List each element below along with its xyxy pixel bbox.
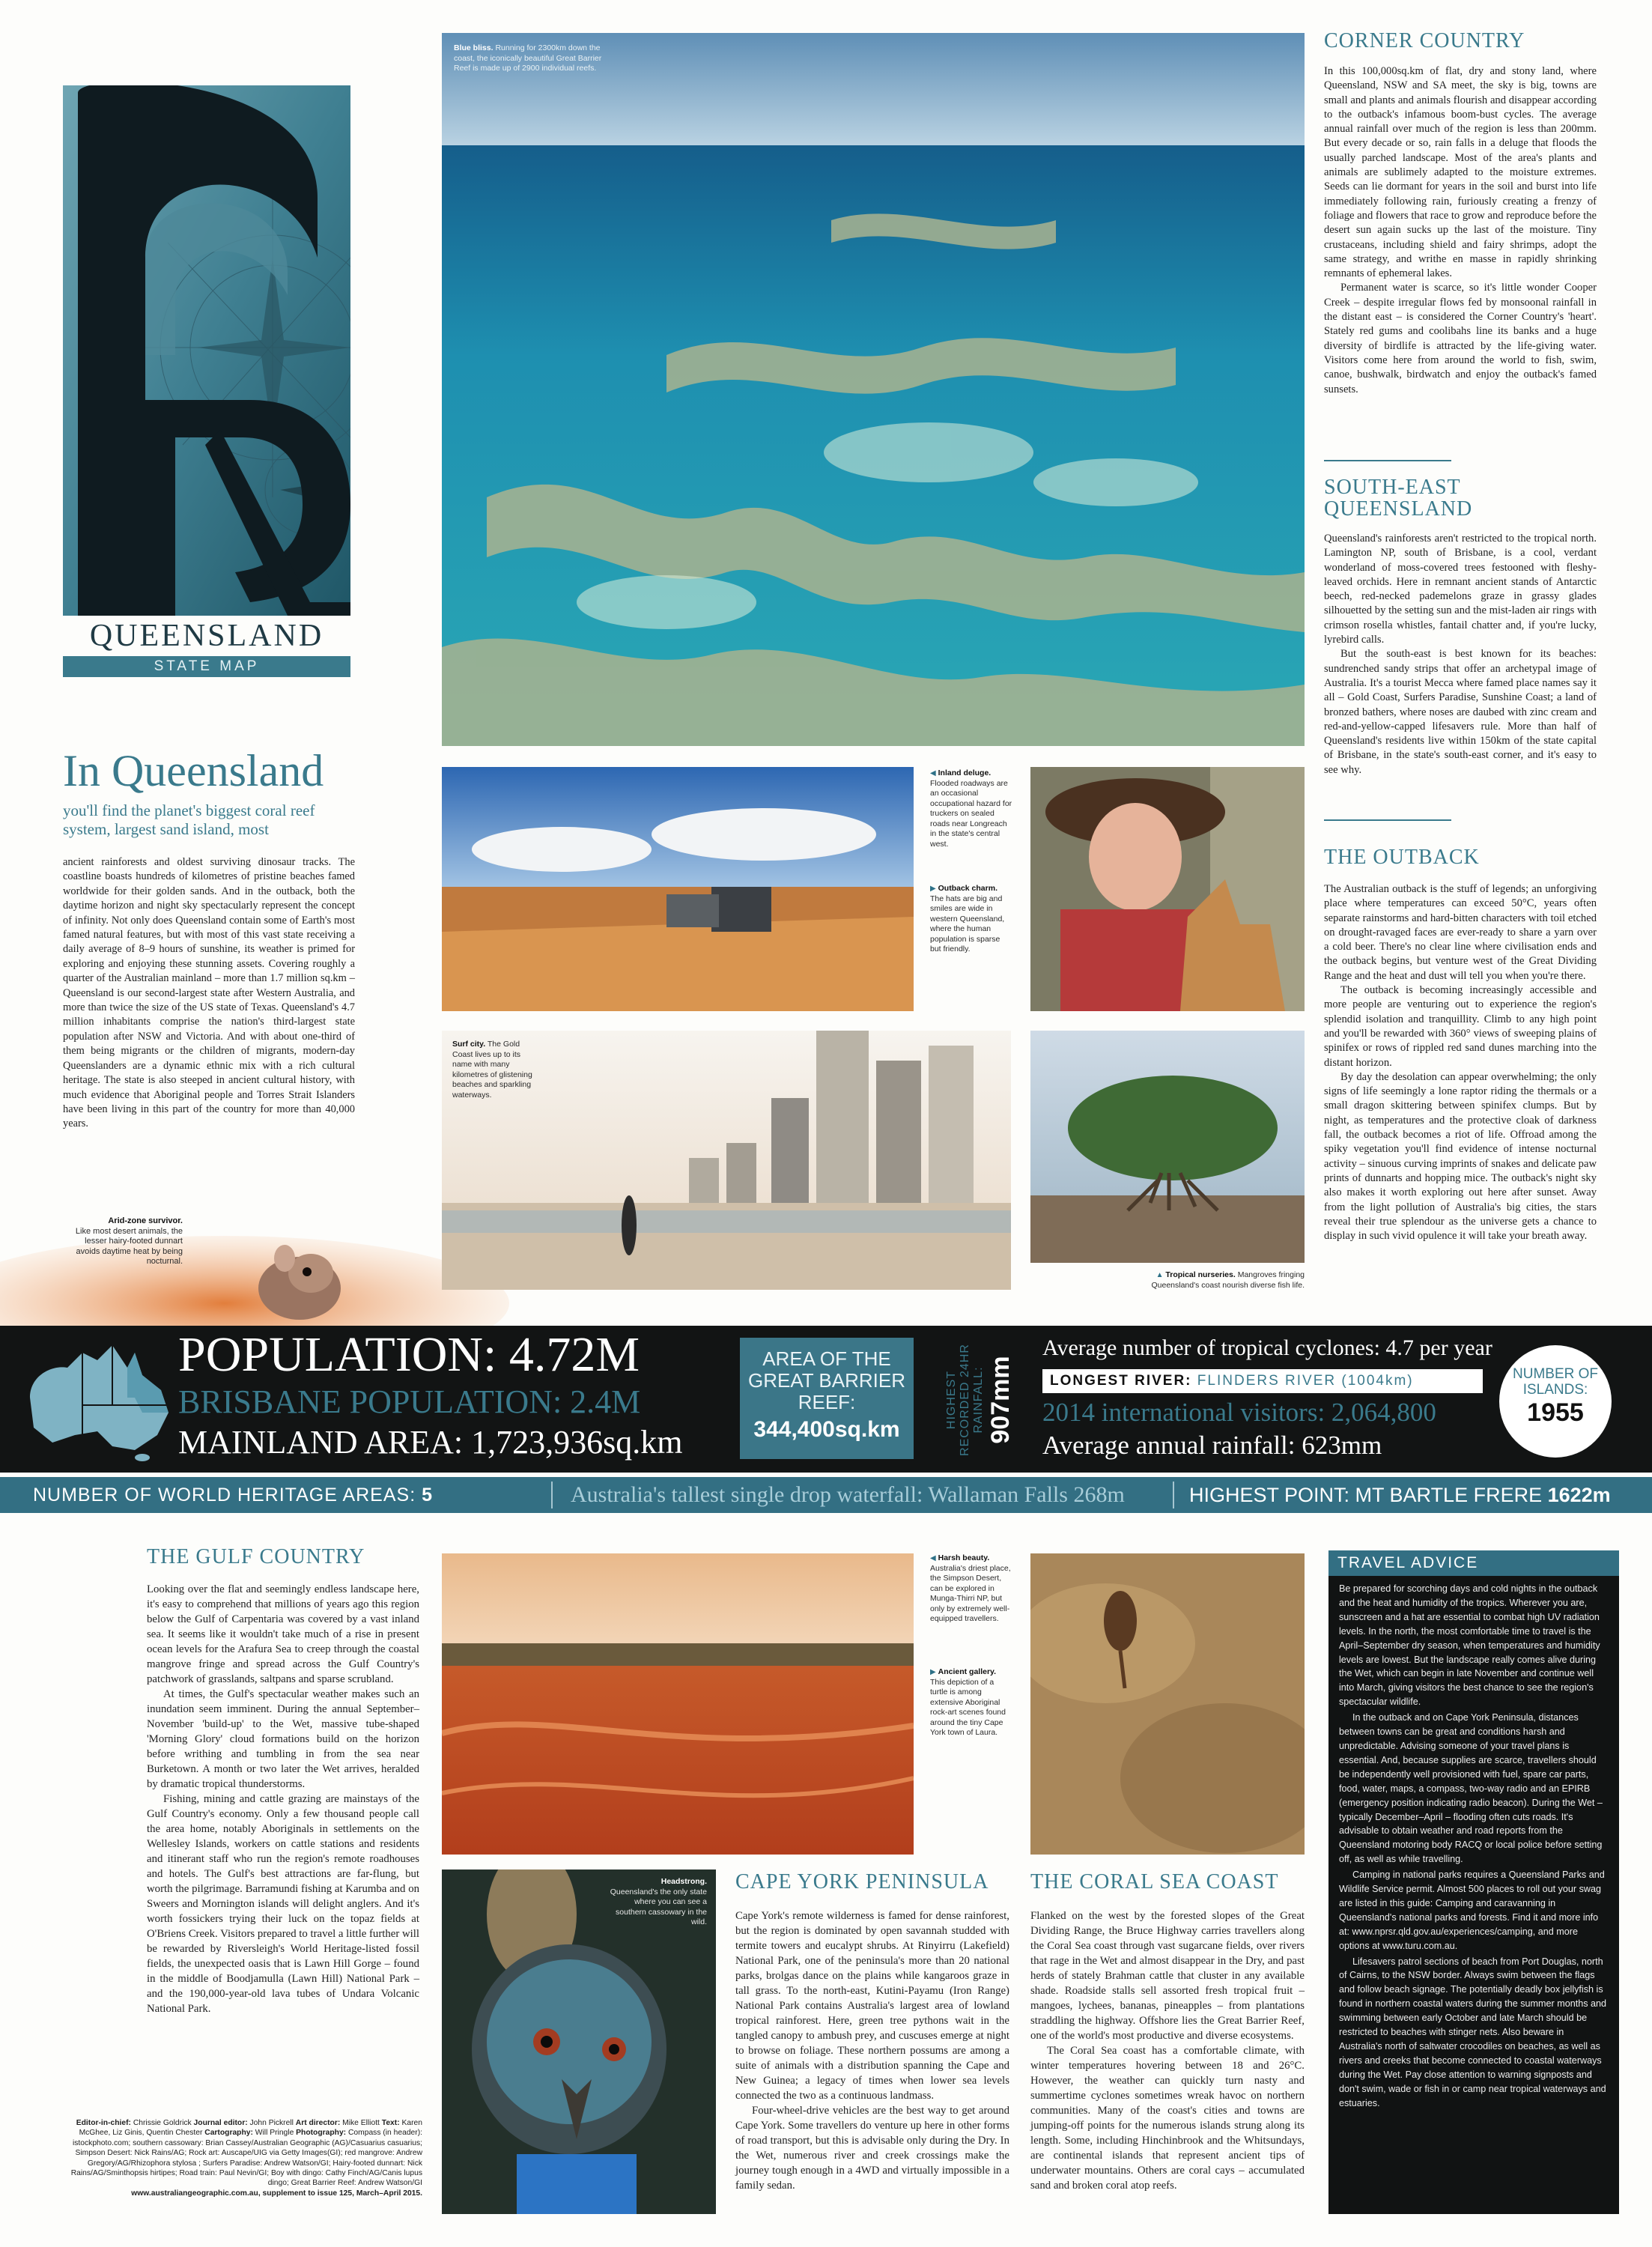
population-stat: POPULATION: 4.72M — [178, 1327, 640, 1382]
credit-text-6: Compass (in header): istockphoto.com; southern cassowary: Brian Cassey/Australian Geographic (AG)/Casuarius casuarius; Simpson Desert: Nick Rains/AG; Rock art: Auscape/UIG via Getty Images(GI); red mangrove: Andrew Gregory/AG/Rhizophora stylosa ; Surfers Paradise: Andrew Watson/GI; Hairy-footed dunnart: Nick Rains/AG/Sminthopsis hirtipes; Road train: Paul Nevin/GI; Boy with dingo: Cathy Finch/AG/Canis lupus dingo; Great Barrier Reef: Andrew Watson/GI — [70, 2129, 422, 2188]
travel-advice-body — [1328, 1576, 1619, 2111]
nurseries-caption-title: Tropical nurseries. — [1165, 1270, 1236, 1279]
heritage-value: 5 — [422, 1485, 434, 1505]
travel-advice-panel — [1328, 1550, 1619, 2214]
travel-advice-header — [1328, 1550, 1619, 1576]
outback-charm-caption-arrow-icon: ▶ — [930, 885, 936, 893]
title-graphic — [63, 85, 350, 616]
corner-country-body — [1324, 64, 1597, 397]
road-train-photo — [442, 767, 914, 1011]
state-map-bar — [63, 656, 350, 677]
outback-charm-caption-text: The hats are big and smiles are wide in western Queensland, where the human population is sparse but friendly. — [930, 894, 1005, 953]
deluge-caption-arrow-icon: ◀ — [930, 769, 936, 777]
south-east-heading: SOUTH-EAST QUEENSLAND — [1324, 476, 1473, 521]
credits — [63, 2118, 422, 2198]
credit-text-1: Chrissie Goldrick — [133, 2119, 192, 2127]
ancient-gallery-caption — [930, 1667, 1012, 1738]
heritage-fact — [33, 1482, 433, 1508]
reef-area-box — [740, 1338, 914, 1459]
dunnart-caption-title: Arid-zone survivor. — [108, 1216, 183, 1225]
coral-para-2: The Coral Sea coast has a comfortable climate, with winter temperatures hovering between 18 and 26°C. However, the weather can quickly turn nasty and summertime cyclones sometimes wreak havoc on northern communities. Many of the coast's cities and towns are jumping-off points for the numerous islands strung along its length. Some, including Hinchinbrook and the Whitsundays, are continental islands that represent ancient tips of underwater mountains. Others are coral cays – accumulated sand and broken coral atop reefs. — [1030, 2045, 1305, 2192]
south-east-body — [1324, 532, 1597, 777]
credit-label-4: Text: — [381, 2119, 400, 2127]
highest-point-fact — [1189, 1482, 1611, 1508]
travel-para-3: Camping in national parks requires a Queensland Parks and Wildlife Service permit. Almost 500 places to roll out your swag are listed in this guide: Camping and caravanning in Queensland's national parks and forests. Find it and more info at: www.nprsr.qld.gov.au/experiences/camping, and more options at www.turu.com.au. — [1339, 1870, 1605, 1951]
reef-caption-title: Blue bliss. — [454, 43, 494, 52]
nurseries-caption — [1128, 1270, 1305, 1291]
intro-standfirst: you'll find the planet's biggest coral reef system, largest sand island, most — [63, 801, 315, 838]
gulf-country-heading: THE GULF COUNTRY — [147, 1545, 365, 1568]
gulf-country-body — [147, 1582, 419, 2016]
credit-label-1: Editor-in-chief: — [76, 2119, 131, 2127]
highest-point-label: HIGHEST POINT: MT BARTLE FRERE — [1189, 1484, 1543, 1506]
nurseries-caption-arrow-icon: ▲ — [1156, 1271, 1164, 1279]
facts-divider-2 — [1173, 1482, 1174, 1508]
credit-text-3: Mike Elliott — [342, 2119, 380, 2127]
outback-para-2: The outback is becoming increasingly accessible and more people are venturing out to experience the region's splendid isolation and tranquillity. Climb to any high point and you'll be rewarded with 360° views of sweeping plains of spinifex or rows of rippled red sand dunes marching into the distant horizon. — [1324, 984, 1597, 1069]
nurseries-caption-text: Mangroves fringing Queensland's coast nourish diverse fish life. — [1151, 1270, 1305, 1290]
cyclones-stat: Average number of tropical cyclones: 4.7 per year — [1042, 1335, 1492, 1360]
credit-text-5: Will Pringle — [255, 2129, 294, 2138]
corner-country-heading: CORNER COUNTRY — [1324, 29, 1525, 52]
coral-sea-heading: THE CORAL SEA COAST — [1030, 1870, 1279, 1893]
travel-para-1: Be prepared for scorching days and cold nights in the outback and the heat and humidity of the tropics. Wherever you are, sunscreen and a hat are essential to combat high UV radiation levels. In the north, the most comfortable time to travel is the April–September dry season, when temperatures and humidity levels are lowest. But the landscape really comes alive during the Wet, which can begin in late November and continue well into March, giving visitors the best chance to see the region's spectacular wildlife. — [1339, 1583, 1600, 1708]
facts-divider-1 — [551, 1482, 553, 1508]
deluge-caption — [930, 768, 1012, 849]
ancient-gallery-caption-text: This depiction of a turtle is among extensive Aboriginal rock-art scenes found around the tiny Cape York town of Laura. — [930, 1677, 1006, 1737]
annual-rainfall-stat: Average annual rainfall: 623mm — [1042, 1431, 1382, 1460]
cape-para-2: Four-wheel-drive vehicles are the best way to get around Cape York. Some travellers do venture up here in other forms of road transport, but this is advisable only during the Dry. In the Wet, numerous river and creek crossings make the journey tough enough in a 4WD and virtually impossible in a family sedan. — [735, 2105, 1009, 2192]
state-map-label: STATE MAP — [154, 658, 260, 674]
islands-circle — [1499, 1345, 1612, 1458]
coral-sea-body — [1030, 1908, 1305, 2193]
reef-caption — [454, 43, 604, 74]
surf-caption-title: Surf city. — [452, 1040, 486, 1049]
great-barrier-reef-photo — [442, 33, 1305, 746]
ancient-gallery-caption-arrow-icon: ▶ — [930, 1668, 936, 1676]
headstrong-caption-text: Queensland's the only state where you can see a southern cassowary in the wild. — [610, 1887, 707, 1926]
headstrong-caption — [607, 1877, 707, 1928]
longest-river-value: FLINDERS RIVER (1004km) — [1197, 1373, 1414, 1389]
credit-label-2: Journal editor: — [193, 2119, 248, 2127]
rainfall-vertical — [945, 1338, 1020, 1462]
credit-label-5: Cartography: — [204, 2129, 253, 2138]
ancient-gallery-caption-title: Ancient gallery. — [938, 1667, 997, 1676]
deluge-caption-text: Flooded roadways are an occasional occupational hazard for truckers on sealed roads near Longreach in the state's central west. — [930, 778, 1012, 849]
harsh-beauty-caption-title: Harsh beauty. — [938, 1553, 990, 1562]
credits-footer: www.australiangeographic.com.au, supplement to issue 125, March–April 2015. — [131, 2189, 422, 2198]
south-east-para-2: But the south-east is best known for its beaches: sundrenched sandy strips that offer an archetypal image of Australia. It's a tourist Mecca where famed place names say it all – Gold Coast, Surfers Paradise, Sunshine Coast; a land of bronzed bathers, where noses are daubed with zinc cream and red-and-yellow-capped lifesavers rule. More than half of Queensland's residents live within 150km of the state capital of Brisbane, in the state's south-east corner, and it's easy to see why. — [1324, 648, 1597, 776]
gulf-para-1: Looking over the flat and seemingly endless landscape here, it's easy to comprehend that millions of years ago this region below the Gulf of Carpentaria was covered by a vast inland sea. It seems like it wouldn't take much of a rise in present ocean levels for the Arafura Sea to creep through the coastal mangrove fringe and spread across the Gulf Country's patchwork of grasslands, saltpans and sparse scrubland. — [147, 1583, 419, 1685]
rainfall-label: HIGHEST RECORDED 24HR RAINFALL: — [945, 1344, 985, 1456]
islands-label: NUMBER OF ISLANDS: — [1513, 1366, 1598, 1398]
travel-para-4: Lifesavers patrol sections of beach from Port Douglas, north of Cairns, to the NSW border. Always swim between the flags and follow beach signage. The potentially deadly box jellyfish is found in northern coastal waters during the summer months and swimming between early October and late March should be restricted to beaches with stinger nets. Also beware in Australia's north of saltwater crocodiles on beaches, as well as rivers and creeks that become connected to coastal waterways during the Wet. Pay close attention to warning signposts and don't swim, wade or fish in or camp near tropical waterways and estuaries. — [1339, 1956, 1607, 2108]
credit-label-3: Art director: — [295, 2119, 341, 2127]
reef-area-value: 344,400sq.km — [753, 1417, 900, 1442]
australia-map-icon — [22, 1338, 172, 1462]
heritage-label: NUMBER OF WORLD HERITAGE AREAS: — [33, 1485, 416, 1505]
outback-para-1: The Australian outback is the stuff of legends; an unforgiving place where temperatures can exceed 50°C, years often separate rainstorms and hard-bitten characters with toil etched on drought-ravaged faces are ever-ready to share a yarn over a cold beer. There's no clear line where civilisation ends and the outback begins, but venture west of the Great Dividing Range and the heat and dust will tell you when you're there. — [1324, 883, 1597, 982]
corner-country-para-2: Permanent water is scarce, so it's little wonder Cooper Creek – despite irregular flows fed by monsoonal rainfall in the distant east – is considered the Corner Country's 'heart'. Stately red gums and coolibahs line its banks and a huge diversity of birdlife is attracted by the life-giving water. Visitors come here from around the world to fish, swim, canoe, bushwalk, birdwatch and enjoy the outback's famed sunsets. — [1324, 282, 1597, 395]
corner-country-para-1: In this 100,000sq.km of flat, dry and stony land, where Queensland, NSW and SA meet, the sky is big, towns are small and plants and animals flourish and disappear according to the outback's infamous boom-bust cycles. The average annual rainfall over much of the region is less than 200mm. But every decade or so, rain falls in a deluge that floods the usually parched landscape. Most of the area's plants and animals are sublimely adapted to the moisture extremes. Seeds can lie dormant for years in the soil and burst into life immediately following rain, furiously creating a frenzy of foliage and flowers that race to grow and reproduce before the desert sun again sucks up the last of the moisture. Tiny crustaceans, including shield and fairy shrimps, adopt the same strategy, and writhe en masse in rapidly shrinking remnants of ephemeral lakes. — [1324, 65, 1597, 280]
south-east-rule — [1324, 819, 1451, 821]
gulf-para-3: Fishing, mining and cattle grazing are mainstays of the Gulf Country's economy. Only a few thousand people call the area home, notably Aboriginals in settlements on the Wellesley Islands, workers on cattle stations and residents and itinerant staff who run the region's remote roadhouses and hotels. The Gulf's best attractions are far-flung, but worth the pilgrimage. Barramundi fishing at Karumba and on Sweers and Mornington islands will delight anglers. And it's worth fossickers trying their luck on the topaz fields at O'Briens Creek. Visitors prepared to travel a little further will be rewarded by Riversleigh's World Heritage-listed fossil fields, the unexpected oasis that is Lawn Hill Gorge – found in the middle of Boodjamulla (Lawn Hill) National Park – and the 190,000-year-old lava tubes of Undara Volcanic National Park. — [147, 1793, 419, 2015]
cape-york-heading: CAPE YORK PENINSULA — [735, 1870, 989, 1893]
outback-para-3: By day the desolation can appear overwhelming; the only signs of life seemingly a lone raptor riding the thermals or a small dragon skittering between spinifex clumps. But by night, as temperatures and the protective cloak of darkness fall, the outback becomes a riot of life. Offroad among the spiky vegetation you'll find evidence of intense nocturnal activity – sinuous curving imprints of snakes and delicate paw prints of dunnarts and hopping mice. The outback's night sky also makes it worth exploring out here after sunset. Away from the light pollution of Australia's big cities, the stars reveal their true splendour as the universe gets a chance to display in such vivid opulence it will take your breath away. — [1324, 1070, 1597, 1243]
rock-art-photo — [1030, 1553, 1305, 1855]
intro-body: ancient rainforests and oldest surviving dinosaur tracks. The coastline boasts hundreds of kilometres of pristine beaches famed worldwide for their golden sands. And in the outback, both the daytime horizon and night sky spectacularly represent the concept of infinity. Not only does Queensland contain some of Earth's most famed natural features, but with most of this vast state receiving a daily average of 8–9 hours of sunshine, its weather is primed for exploring and enjoying these stunning assets. Covering roughly a quarter of the Australian mainland – more than 1.7 million sq.km – Queensland is our second-largest state after Western Australia, and more than twice the size of the US state of Texas. Queensland's 4.7 million inhabitants comprise the nation's third-largest state population after NSW and Victoria. And with about one-third of them being migrants or the children of migrants, modern-day Queenslanders are a dynamic ethnic mix with a rich cultural heritage. The state is also steeped in ancient cultural history, with much evidence that Aboriginal people and Torres Strait Islanders have been living in this part of the country for more than 40,000 years. — [63, 856, 355, 1130]
deluge-caption-title: Inland deluge. — [938, 768, 991, 777]
harsh-beauty-caption-arrow-icon: ◀ — [930, 1554, 936, 1562]
state-name: QUEENSLAND — [89, 619, 324, 653]
travel-para-2: In the outback and on Cape York Peninsula, distances between towns can be great and conditions harsh and unpredictable. Advising someone of your travel plans is essential. And, because supplies are scarce, travellers should be independently well provisioned with fuel, spare car parts, food, water, maps, a compass, two-way radio and an EPIRB (emergency position indicating radio beacon). During the Wet – typically December–April – flooding often cuts roads. It's advisable to obtain weather and road reports from the Queensland motoring body RACQ or local police before setting off, as well as while travelling. — [1339, 1712, 1603, 1865]
dunnart-caption — [63, 1216, 183, 1267]
headstrong-caption-title: Headstrong. — [661, 1877, 707, 1886]
reef-caption-text: Running for 2300km down the coast, the iconically beautiful Great Barrier Reef is made up of 2900 individual reefs. — [454, 43, 602, 73]
longest-river-box — [1042, 1369, 1483, 1393]
compass-icon — [63, 85, 350, 616]
south-east-para-1: Queensland's rainforests aren't restricted to the tropical north. Lamington NP, south of Brisbane, is a cool, verdant wonderland of moss-covered trees festooned with fleshy-leaved orchids. Here in remnant ancient stands of Antarctic beech, red-necked pademelons graze in grassy glades silhouetted by the setting sun and the mist-laden air rings with crimson rosella whistles, fantail chatter and, if you're lucky, lyrebird calls. — [1324, 533, 1597, 646]
credit-text-2: John Pickrell — [249, 2119, 294, 2127]
cape-york-body — [735, 1908, 1009, 2193]
surf-caption-text: The Gold Coast lives up to its name with many kilometres of glistening beaches and sparkling waterways. — [452, 1040, 532, 1100]
visitors-stat: 2014 international visitors: 2,064,800 — [1042, 1398, 1436, 1427]
mangrove-photo — [1030, 1031, 1305, 1263]
simpson-desert-photo — [442, 1553, 914, 1855]
outback-charm-caption-title: Outback charm. — [938, 884, 997, 893]
longest-river-label: LONGEST RIVER: — [1050, 1373, 1192, 1389]
dunnart-caption-text: Like most desert animals, the lesser hairy-footed dunnart avoids daytime heat by being nocturnal. — [75, 1226, 183, 1266]
highest-point-value: 1622m — [1547, 1484, 1611, 1506]
waterfall-fact: Australia's tallest single drop waterfall: Wallaman Falls 268m — [571, 1482, 1125, 1507]
islands-value: 1955 — [1527, 1398, 1584, 1427]
brisbane-population-stat: BRISBANE POPULATION: 2.4M — [178, 1383, 641, 1420]
credit-label-6: Photography: — [296, 2129, 347, 2138]
gulf-para-2: At times, the Gulf's spectacular weather makes such an inundation seem imminent. During the annual September–November 'build-up' to the Wet, massive tube-shaped 'Morning Glory' cloud formations build on the horizon before writhing and tumbling in from the sea near Burketown. A month or two later the Wet arrives, heralded by dramatic tropical thunderstorms. — [147, 1688, 419, 1790]
reef-area-label: AREA OF THE GREAT BARRIER REEF: — [748, 1347, 905, 1413]
intro-heading: In Queensland — [63, 746, 324, 795]
rainfall-value: 907mm — [986, 1356, 1015, 1444]
travel-advice-heading: TRAVEL ADVICE — [1337, 1554, 1479, 1571]
cape-para-1: Cape York's remote wilderness is famed for dense rainforest, but the region is dominated by open savannah studded with termite towers and eucalypt shrubs. At Rinyirru (Lakefield) National Park, one of the peninsula's more than 20 national parks, brolgas dance on the plains while kangaroos graze in tall grass. To the north-east, Kutini-Payamu (Iron Range) National Park contains Australia's largest area of lowland tropical rainforest. Here, green tree pythons wait in the tangled canopy to ambush prey, and cuscuses emerge at night to browse on foliage. These northern possums are among a suite of animals with a distribution spanning the Cape and New Guinea; a legacy of times when lower sea levels connected the two as a continuous landmass. — [735, 1910, 1009, 2102]
harsh-beauty-caption — [930, 1553, 1012, 1625]
coral-para-1: Flanked on the west by the forested slopes of the Great Dividing Range, the Bruce Highway carries travellers along the Coral Sea coast through vast sugarcane fields, over rivers that rage in the Wet and almost disappear in the Dry, and past herds of stately Brahman cattle that cluster in any available shade. Roadside stalls sell assorted fresh tropical fruit – mangoes, lychees, bananas, pineapples – from plantations straddling the highway. Offshore lies the Great Barrier Reef, one of the world's most productive and diverse ecosystems. — [1030, 1910, 1305, 2042]
outback-body — [1324, 882, 1597, 1243]
corner-rule — [1324, 460, 1451, 461]
boy-with-dingo-photo — [1030, 767, 1305, 1011]
outback-charm-caption — [930, 884, 1012, 955]
mainland-area-stat: MAINLAND AREA: 1,723,936sq.km — [178, 1424, 683, 1461]
harsh-beauty-caption-text: Australia's driest place, the Simpson Desert, can be explored in Munga-Thirri NP, but only by extremely well-equipped travellers. — [930, 1563, 1011, 1623]
credit-text-4: Karen McGhee, Liz Ginis, Quentin Chester — [79, 2119, 422, 2138]
surf-caption — [452, 1040, 542, 1100]
outback-heading: THE OUTBACK — [1324, 846, 1480, 869]
